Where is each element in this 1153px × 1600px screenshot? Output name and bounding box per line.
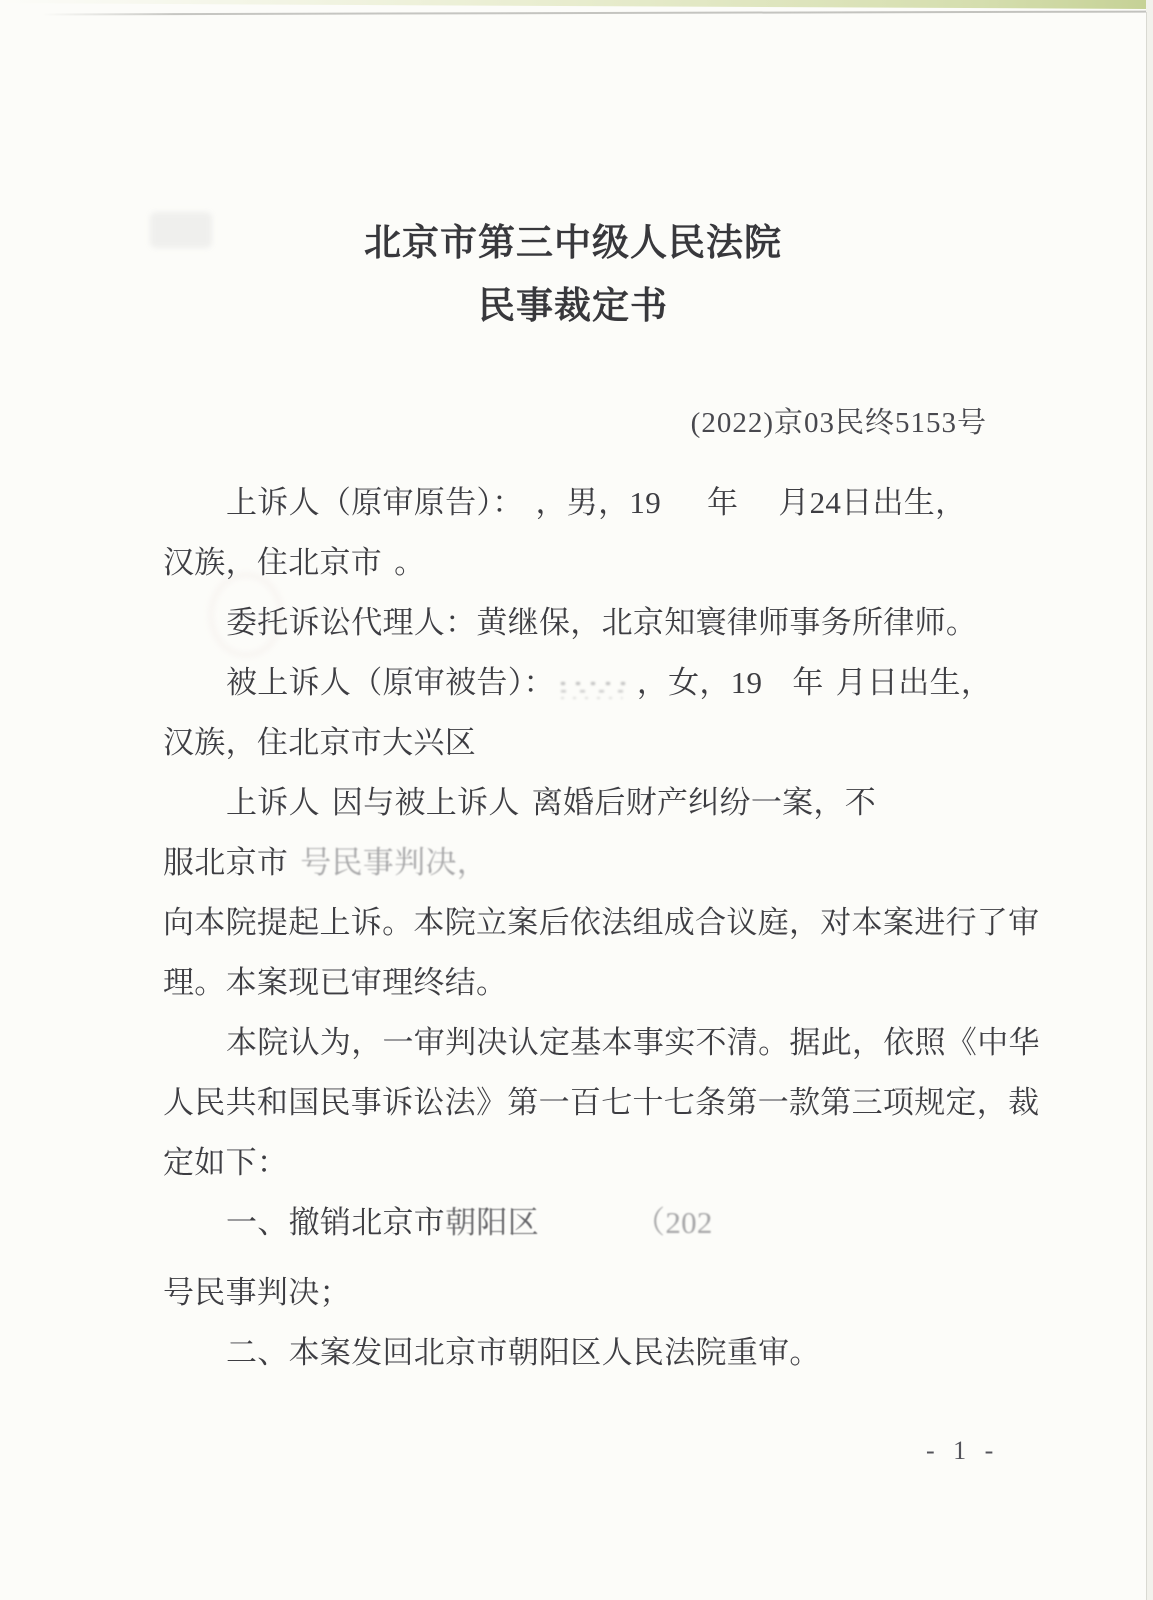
line-appellee <box>163 653 1041 713</box>
ruling-1-district: 朝阳区 <box>445 1205 540 1240</box>
judgment-ref-tail: 号民事判决， <box>300 845 489 880</box>
birth-year-label: 年 <box>707 485 739 520</box>
line-agent <box>163 593 1041 653</box>
paragraph-indent <box>163 473 226 533</box>
opinion-text: 本院认为，一审判决认定基本事实不清。据此，依照《中华 <box>226 1025 1040 1060</box>
line-ruling-item-1 <box>163 1193 1041 1253</box>
appellee-label: 被上诉人（原审被告）： <box>226 665 555 700</box>
paragraph-indent <box>163 1013 226 1073</box>
appellant-gender: ，男，19 <box>535 485 661 520</box>
paragraph-indent <box>163 593 226 653</box>
document-type: 民事裁定书 <box>478 286 668 327</box>
line-ruling-item-2 <box>163 1323 1041 1383</box>
scan-page-top-edge <box>42 11 1148 15</box>
appeal-text-2: 理。本案现已审理终结。 <box>163 965 508 1000</box>
line-end-space <box>725 1193 865 1253</box>
redacted-gap <box>539 1193 634 1253</box>
line-court-opinion-2 <box>163 1073 1041 1133</box>
dispute-text-2: 因与被上诉人 <box>331 785 520 820</box>
redacted-gap <box>824 653 836 713</box>
address-prefix: 汉族，住北京市 <box>163 545 383 580</box>
redacted-gap <box>661 473 707 533</box>
line-end-space <box>425 533 590 593</box>
paragraph-indent <box>163 773 226 833</box>
line-appellee-address <box>163 713 1041 773</box>
court-name: 北京市第三中级人民法院 <box>364 223 782 264</box>
scan-right-margin <box>1146 0 1153 1600</box>
line-end-space <box>488 713 658 773</box>
ruling-1-case-fragment: （202 <box>634 1205 713 1240</box>
address-prefix: 汉族，住北京市大兴区 <box>163 725 476 760</box>
ruling-2-text: 二、本案发回北京市朝阳区人民法院重审。 <box>226 1335 821 1370</box>
line-court-opinion <box>163 1013 1041 1073</box>
appellant-label: 上诉人（原审原告）： <box>226 485 524 520</box>
appeal-text: 向本院提起上诉。本院立案后依法组成合议庭，对本案进行了审 <box>163 905 1040 940</box>
dispute-text-3: 离婚后财产纠纷一案，不 <box>531 785 877 820</box>
line-ruling-item-1b <box>163 1263 1041 1323</box>
page-number: - 1 - <box>926 1436 1000 1465</box>
line-appeal-process-2 <box>163 953 1041 1013</box>
opinion-text-2: 人民共和国民事诉讼法》第一百七十七条第一款第三项规定，裁 <box>163 1085 1040 1120</box>
redaction-smudge <box>561 677 631 703</box>
line-appeal-process <box>163 893 1041 953</box>
paragraph-indent <box>163 1323 226 1383</box>
birth-year-label: 年 <box>792 665 824 700</box>
document-title-block <box>0 212 1146 338</box>
line-court-opinion-3 <box>163 1133 1041 1193</box>
case-number: (2022)京03民终5153号 <box>690 407 987 439</box>
redacted-gap <box>738 473 778 533</box>
opinion-text-3: 定如下： <box>163 1145 289 1180</box>
line-appellant-address <box>163 533 1041 593</box>
dispute-text-1: 上诉人 <box>226 785 320 820</box>
paragraph-indent <box>163 1193 226 1253</box>
paragraph-indent <box>163 653 226 713</box>
scan-edge-strip <box>0 0 1153 9</box>
appellee-gender: ，女，19 <box>636 665 763 700</box>
birth-date: 月24日出生， <box>778 485 967 520</box>
line-dispute-intro <box>163 773 1041 833</box>
agent-text: 委托诉讼代理人：黄继保，北京知寰律师事务所律师。 <box>226 605 978 640</box>
judgment-ref-prefix: 服北京市 <box>163 845 289 880</box>
line-appellant <box>163 473 1041 533</box>
line-judgment-reference <box>163 833 1041 893</box>
birth-day-label: 日出生， <box>866 665 993 700</box>
sentence-period: 。 <box>394 545 426 580</box>
ruling-1-tail: 号民事判决； <box>163 1275 351 1310</box>
redacted-gap <box>762 653 792 713</box>
birth-month-label: 月 <box>835 665 867 700</box>
ruling-1-text: 一、撤销北京市 <box>226 1205 446 1240</box>
document-body <box>163 473 1041 1383</box>
